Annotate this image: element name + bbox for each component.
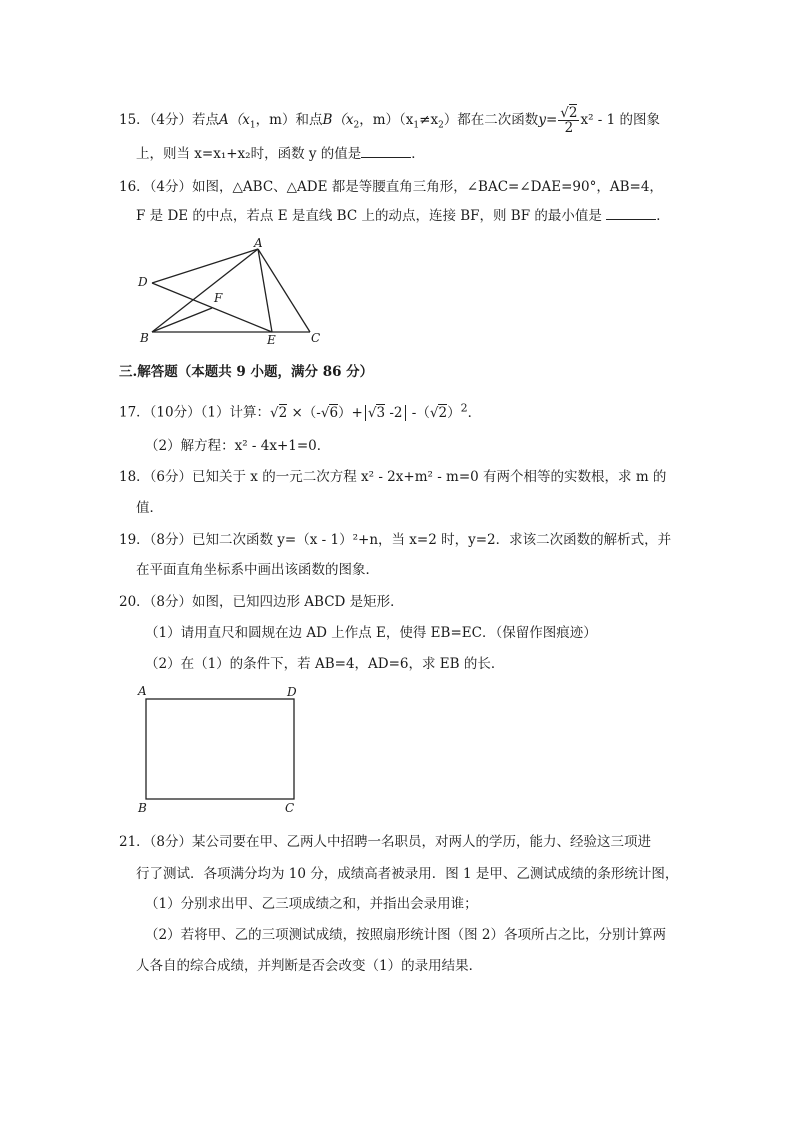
q15-denominator: 2 <box>564 120 574 136</box>
q20-rectangle-figure <box>134 682 304 816</box>
q16-triangle-figure <box>130 236 330 348</box>
q20-label-b: B <box>138 801 147 815</box>
q21-part2: （2）若将甲、乙的三项测试成绩，按照扇形统计图（图 2）各项所占之比，分别计算两 <box>145 927 666 943</box>
q16-line2 <box>136 206 670 226</box>
q17-text: 17．（10分）（1）计算： <box>119 404 270 421</box>
q15-point-b: B（x <box>322 112 354 128</box>
q18-line2: 值． <box>136 500 163 516</box>
q21-line5: 人各自的综合成绩，并判断是否会改变（1）的录用结果． <box>136 958 483 974</box>
q20-label-a: A <box>138 684 147 698</box>
q16-segment-ac <box>258 249 310 332</box>
q16-label-a: A <box>254 236 263 250</box>
q16-label-f: F <box>214 291 223 305</box>
section3-heading: 三.解答题（本题共 9 小题，满分 86 分） <box>119 364 374 380</box>
q20-rectangle-abcd <box>146 699 294 799</box>
q16-line1-text: 16．（4分）如图，△ABC、△ADE 都是等腰直角三角形，∠BAC=∠DAE=90°，AB=4， <box>119 179 663 195</box>
q17-expression: √2 ×（-√6）+ √3 -2 $-(√2)^2$． <box>269 401 482 421</box>
q21-line1: 21．（8分）某公司要在甲、乙两人中招聘一名职员，对两人的学历，能力、经验这三项进 <box>119 834 652 850</box>
q16-line1 <box>119 177 663 197</box>
q20-label-d: D <box>287 685 297 699</box>
q15-text-3: ，m）（x <box>359 112 414 128</box>
q15-answer-blank[interactable] <box>361 145 411 158</box>
q15-text-5: x² - 1 的图象 <box>580 112 661 128</box>
q15-line2-text: 上，则当 x=x₁+x₂时，函数 y 的值是 <box>136 146 362 162</box>
q15-text-2: ，m）和点 <box>255 112 323 128</box>
q17-line1 <box>119 398 481 423</box>
q16-label-d: D <box>138 275 148 289</box>
q20-label-c: C <box>285 801 295 815</box>
q20-part2: （2）在（1）的条件下，若 AB=4，AD=6，求 EB 的长． <box>145 656 505 672</box>
q17-part2: （2）解方程：x² - 4x+1=0． <box>145 438 331 454</box>
q16-segment-ad <box>152 249 258 283</box>
q15-line2-end: ． <box>411 146 425 162</box>
q15-text-4: ）都在二次函数 <box>443 112 539 128</box>
q16-label-b: B <box>140 331 149 345</box>
q19-line1: 19．（8分）已知二次函数 y=（x - 1）²+n，当 x=2 时，y=2．求该二次函数的解析式，并 <box>119 532 672 548</box>
q15-neq: ≠x <box>419 112 439 128</box>
q15-line1: 15．（4分）若点$A(x_1$，m）和点$B(x_2$，$m)(x_1\ne x_2)$都在二次函数y= $\frac{√2}{2}$ x² - 1 的图象 <box>119 105 661 136</box>
q15-line2 <box>136 144 425 164</box>
q18-line1: 18．（6分）已知关于 x 的一元二次方程 x² - 2x+m² - m=0 有两个相等的实数根，求 m 的 <box>119 469 667 485</box>
q21-line2: 行了测试．各项满分均为 10 分，成绩高者被录用．图 1 是甲、乙测试成绩的条形统计图， <box>136 866 679 882</box>
q16-line2-end: ． <box>656 208 670 224</box>
q20-part1: （1）请用直尺和圆规在边 AD 上作点 E，使得 EB=EC．（保留作图痕迹） <box>145 625 597 641</box>
q16-line2-text: F 是 DE 的中点，若点 E 是直线 BC 上的动点，连接 BF，则 BF 的最小值是 <box>136 208 602 224</box>
q19-line2: 在平面直角坐标系中画出该函数的图象． <box>136 562 379 578</box>
q15-text: 15．（4分）若点 <box>119 112 220 128</box>
q16-segment-bf <box>152 308 212 332</box>
q16-label-e: E <box>267 333 276 347</box>
q16-label-c: C <box>311 331 321 345</box>
q16-segment-ae <box>258 249 272 332</box>
q15-sqrt-value: 2 <box>568 105 578 121</box>
q15-y: y= <box>538 112 558 128</box>
q15-fraction: $\frac{√2}{2}$ <box>560 105 578 136</box>
q21-part1: （1）分别求出甲、乙三项成绩之和，并指出会录用谁； <box>145 896 478 912</box>
q15-point-a: A（x <box>219 112 250 128</box>
q16-answer-blank[interactable] <box>606 207 656 220</box>
q20-line1: 20．（8分）如图，已知四边形 ABCD 是矩形． <box>119 594 404 610</box>
